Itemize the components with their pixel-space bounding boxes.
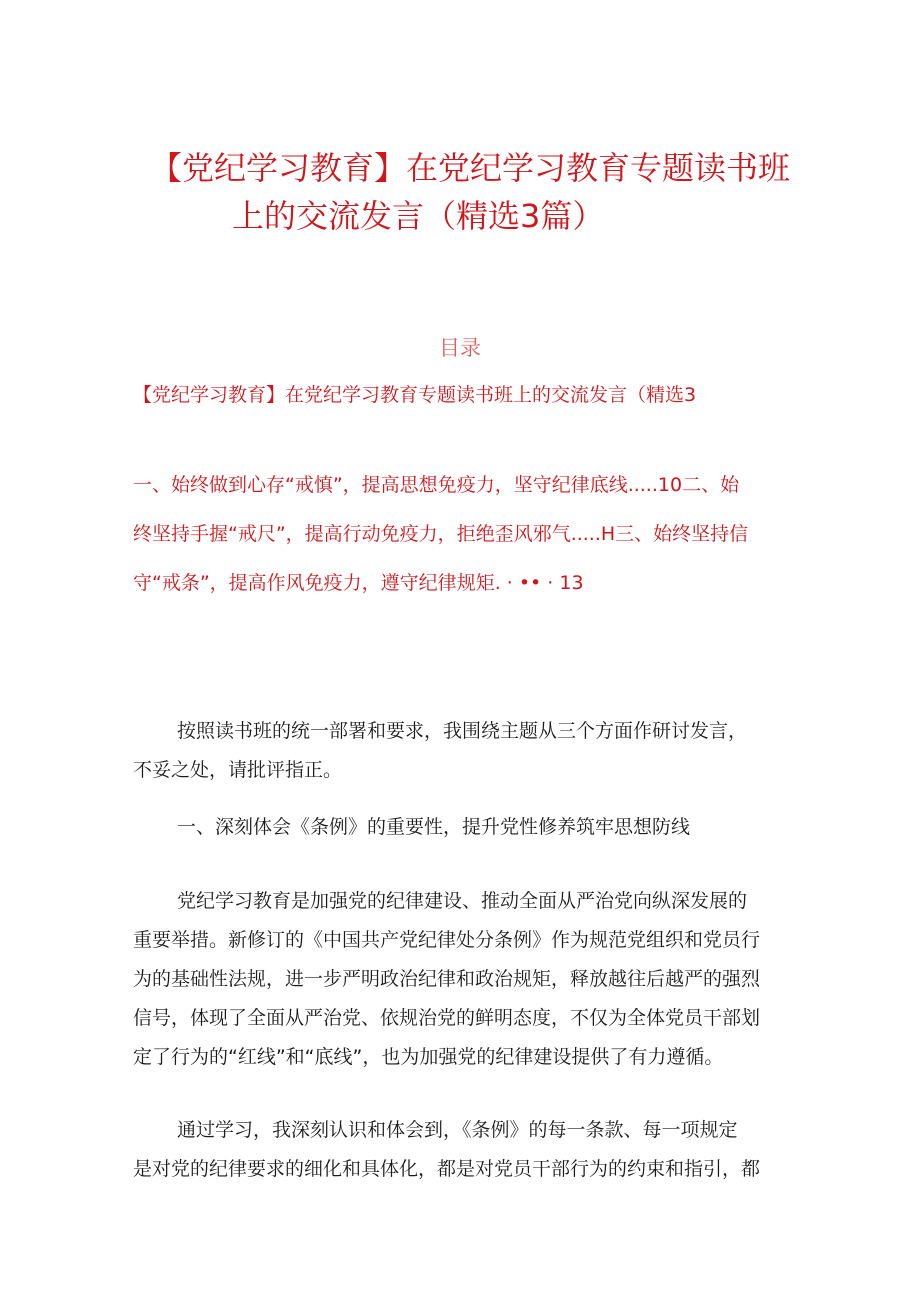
section-heading-text: 一、深刻体会《条例》的重要性，提升党性修养筑牢思想防线 bbox=[177, 816, 691, 838]
paragraph-line: 为的基础性法规，进一步严明政治纪律和政治规矩，释放越往后越严的强烈 bbox=[133, 968, 761, 990]
body-paragraph bbox=[133, 882, 788, 1077]
document-title-line-2: 上的交流发言（精选3篇） bbox=[232, 197, 605, 235]
toc-subentries bbox=[133, 461, 793, 608]
toc-entry-main[interactable]: 【党纪学习教育】在党纪学习教育专题读书班上的交流发言（精选3 bbox=[133, 384, 697, 406]
paragraph-line: 按照读书班的统一部署和要求，我围绕主题从三个方面作研讨发言， bbox=[177, 720, 748, 742]
intro-paragraph bbox=[133, 712, 788, 790]
body-paragraph bbox=[133, 1111, 788, 1189]
paragraph-line: 通过学习，我深刻认识和体会到，《条例》的每一条款、每一项规定 bbox=[177, 1119, 738, 1141]
paragraph-line: 不妥之处，请批评指正。 bbox=[133, 759, 343, 781]
toc-heading: 目录 bbox=[439, 336, 481, 360]
toc-subentry-line[interactable]: 终坚持手握“戒尺”，提高行动免疫力，拒绝歪风邪气.....H三、始终坚持信 bbox=[133, 523, 749, 545]
toc-subentry-line[interactable]: 守“戒条”，提高作风免疫力，遵守纪律规矩. · •• · 13 bbox=[133, 572, 584, 594]
paragraph-line: 是对党的纪律要求的细化和具体化，都是对党员干部行为的约束和指引，都 bbox=[133, 1158, 761, 1180]
section-heading bbox=[133, 808, 788, 847]
paragraph-line: 重要举措。新修订的《中国共产党纪律处分条例》作为规范党组织和党员行 bbox=[133, 929, 761, 951]
paragraph-line: 党纪学习教育是加强党的纪律建设、推动全面从严治党向纵深发展的 bbox=[177, 890, 748, 912]
paragraph-line: 信号，体现了全面从严治党、依规治党的鲜明态度，不仅为全体党员干部划 bbox=[133, 1007, 761, 1029]
paragraph-line: 定了行为的“红线”和“底线”，也为加强党的纪律建设提供了有力遵循。 bbox=[133, 1046, 724, 1068]
toc-subentry-line[interactable]: 一、始终做到心存“戒慎”，提高思想免疫力，坚守纪律底线.....10二、始 bbox=[133, 474, 740, 496]
document-title-line-1: 【党纪学习教育】在党纪学习教育专题读书班 bbox=[150, 149, 791, 187]
